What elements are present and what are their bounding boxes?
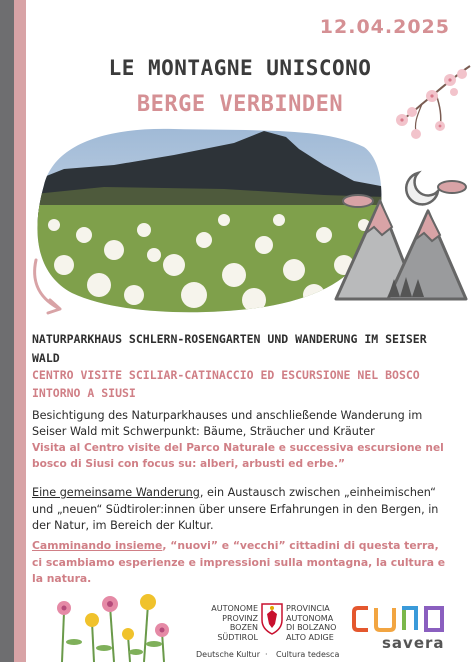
mountain-icon (330, 165, 470, 305)
coat-of-arms-icon (260, 602, 284, 636)
intro-italian-highlight: Camminando insieme (32, 539, 163, 552)
culture-department-german: Deutsche Kultur (196, 650, 261, 659)
event-heading-german: NATURPARKHAUS SCHLERN-ROSENGARTEN UND WANDERUNG IM SEISER WALD (32, 332, 427, 365)
intro-german-highlight: Eine gemeinsame Wanderung (32, 486, 200, 499)
partner-logo-icon (352, 604, 448, 634)
title-german: BERGE VERBINDEN (136, 92, 344, 117)
culture-department-italian: Cultura tedesca (276, 650, 340, 659)
province-name-german: AUTONOME PROVINZ BOZEN SÜDTIROL (211, 604, 258, 642)
intro-german (32, 485, 452, 535)
cherry-blossom-icon (392, 56, 472, 146)
side-bar-grey (0, 0, 14, 662)
intro-german-text: , ein Austausch zwischen „einheimischen“ und „neuen“ Südtiroler:innen über unsere Erfahrungen in den Bergen, in der Natur, im Bereich der Kultur. (32, 486, 439, 532)
partner-logo-name: savera (382, 634, 445, 652)
side-bar-pink (14, 0, 26, 662)
title-italian: LE MONTAGNE UNISCONO (108, 56, 372, 80)
intro-italian (32, 538, 452, 588)
event-description-german: Besichtigung des Naturparkhauses und anschließende Wanderung im Seiser Wald mit Schwerpunkt: Bäume, Sträucher und Kräuter (32, 409, 423, 438)
intro-italian-text: , “nuovi” e “vecchi” cittadini di questa terra, ci scambiamo esperienze e impressioni sulla montagna, la cultura e la natura. (32, 539, 446, 585)
arrow-icon (28, 256, 78, 316)
culture-separator: · (265, 650, 268, 659)
province-name-italian: PROVINCIA AUTONOMA DI BOLZANO ALTO ADIGE (286, 604, 337, 642)
event-description-italian: Visita al Centro visite del Parco Naturale e successiva escursione nel bosco di Siusi con focus su: alberi, arbusti ed erbe.” (32, 442, 444, 470)
event-date: 12.04.2025 (319, 16, 450, 38)
event-heading-italian: CENTRO VISITE SCILIAR-CATINACCIO ED ESCURSIONE NEL BOSCO INTORNO A SIUSI (32, 368, 420, 400)
flowers-icon (44, 592, 194, 662)
